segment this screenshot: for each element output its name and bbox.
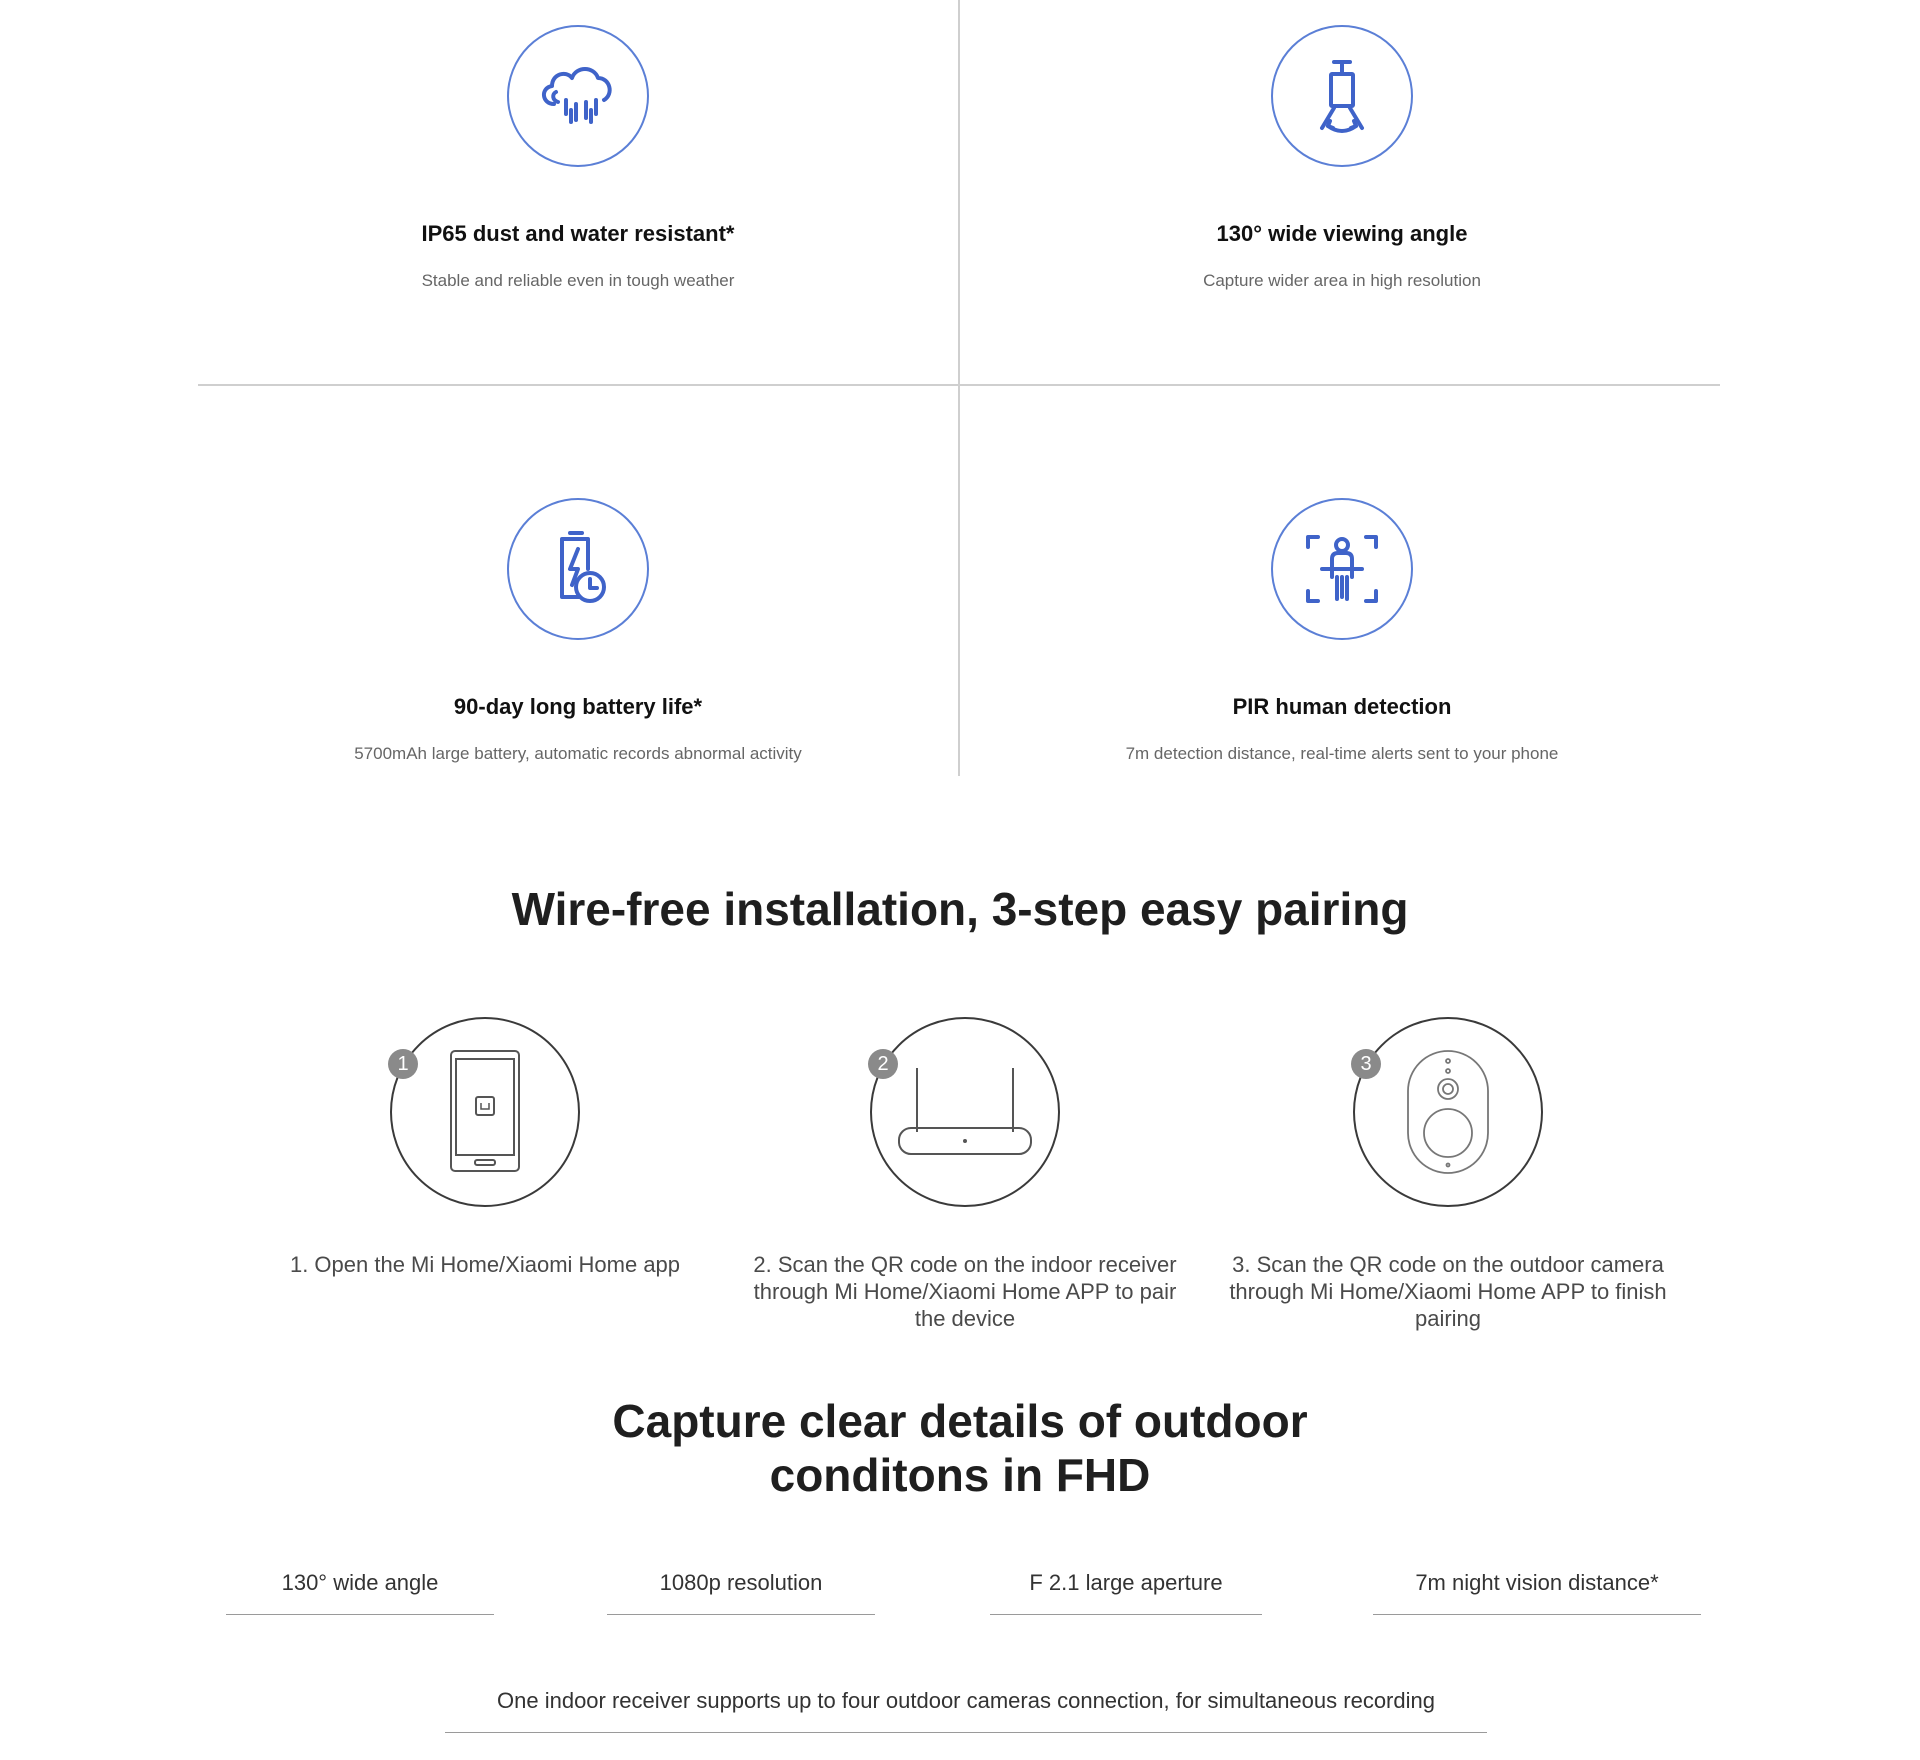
spec-aperture: F 2.1 large aperture <box>990 1570 1262 1615</box>
step-text: 3. Scan the QR code on the outdoor camera through Mi Home/Xiaomi Home APP to finish pairing <box>1229 1252 1667 1332</box>
human-detection-icon <box>1271 498 1413 640</box>
feature-description: 5700mAh large battery, automatic records abnormal activity <box>354 744 802 763</box>
capture-heading-line2: conditons in FHD <box>769 1449 1151 1502</box>
step-number-badge: 2 <box>868 1049 898 1079</box>
feature-description: Stable and reliable even in tough weather <box>421 271 735 290</box>
step-1 <box>265 1017 705 1278</box>
step-2 <box>745 1017 1185 1332</box>
grid-vertical-divider <box>958 0 960 776</box>
step-text: 1. Open the Mi Home/Xiaomi Home app <box>289 1252 681 1277</box>
capture-heading <box>0 1394 1920 1503</box>
feature-title: 90-day long battery life* <box>453 694 703 719</box>
grid-horizontal-divider <box>198 384 1720 386</box>
feature-title: IP65 dust and water resistant* <box>421 221 735 246</box>
feature-viewing-angle <box>962 25 1722 291</box>
feature-title: 130° wide viewing angle <box>1216 221 1468 246</box>
feature-ip65 <box>198 25 958 291</box>
feature-description: Capture wider area in high resolution <box>1203 271 1481 290</box>
feature-description: 7m detection distance, real-time alerts sent to your phone <box>1125 744 1559 763</box>
step-text: 2. Scan the QR code on the indoor receiver through Mi Home/Xiaomi Home APP to pair the device <box>753 1252 1177 1332</box>
step-number-badge: 1 <box>388 1049 418 1079</box>
feature-pir <box>962 498 1722 764</box>
outdoor-camera-icon <box>1398 1047 1498 1177</box>
rain-cloud-icon <box>507 25 649 167</box>
spec-resolution: 1080p resolution <box>607 1570 875 1615</box>
router-icon <box>895 1062 1035 1162</box>
receiver-note: One indoor receiver supports up to four outdoor cameras connection, for simultaneous recording <box>445 1688 1487 1733</box>
step-number-badge: 3 <box>1351 1049 1381 1079</box>
battery-clock-icon <box>507 498 649 640</box>
spec-wide-angle: 130° wide angle <box>226 1570 494 1615</box>
feature-battery <box>198 498 958 764</box>
feature-title: PIR human detection <box>1232 694 1452 719</box>
pairing-heading: Wire-free installation, 3-step easy pairing <box>511 883 1409 935</box>
wide-angle-camera-icon <box>1271 25 1413 167</box>
capture-heading-line1: Capture clear details of outdoor <box>612 1395 1308 1447</box>
spec-night-vision: 7m night vision distance* <box>1373 1570 1701 1615</box>
phone-icon <box>445 1047 525 1177</box>
step-3 <box>1228 1017 1668 1332</box>
